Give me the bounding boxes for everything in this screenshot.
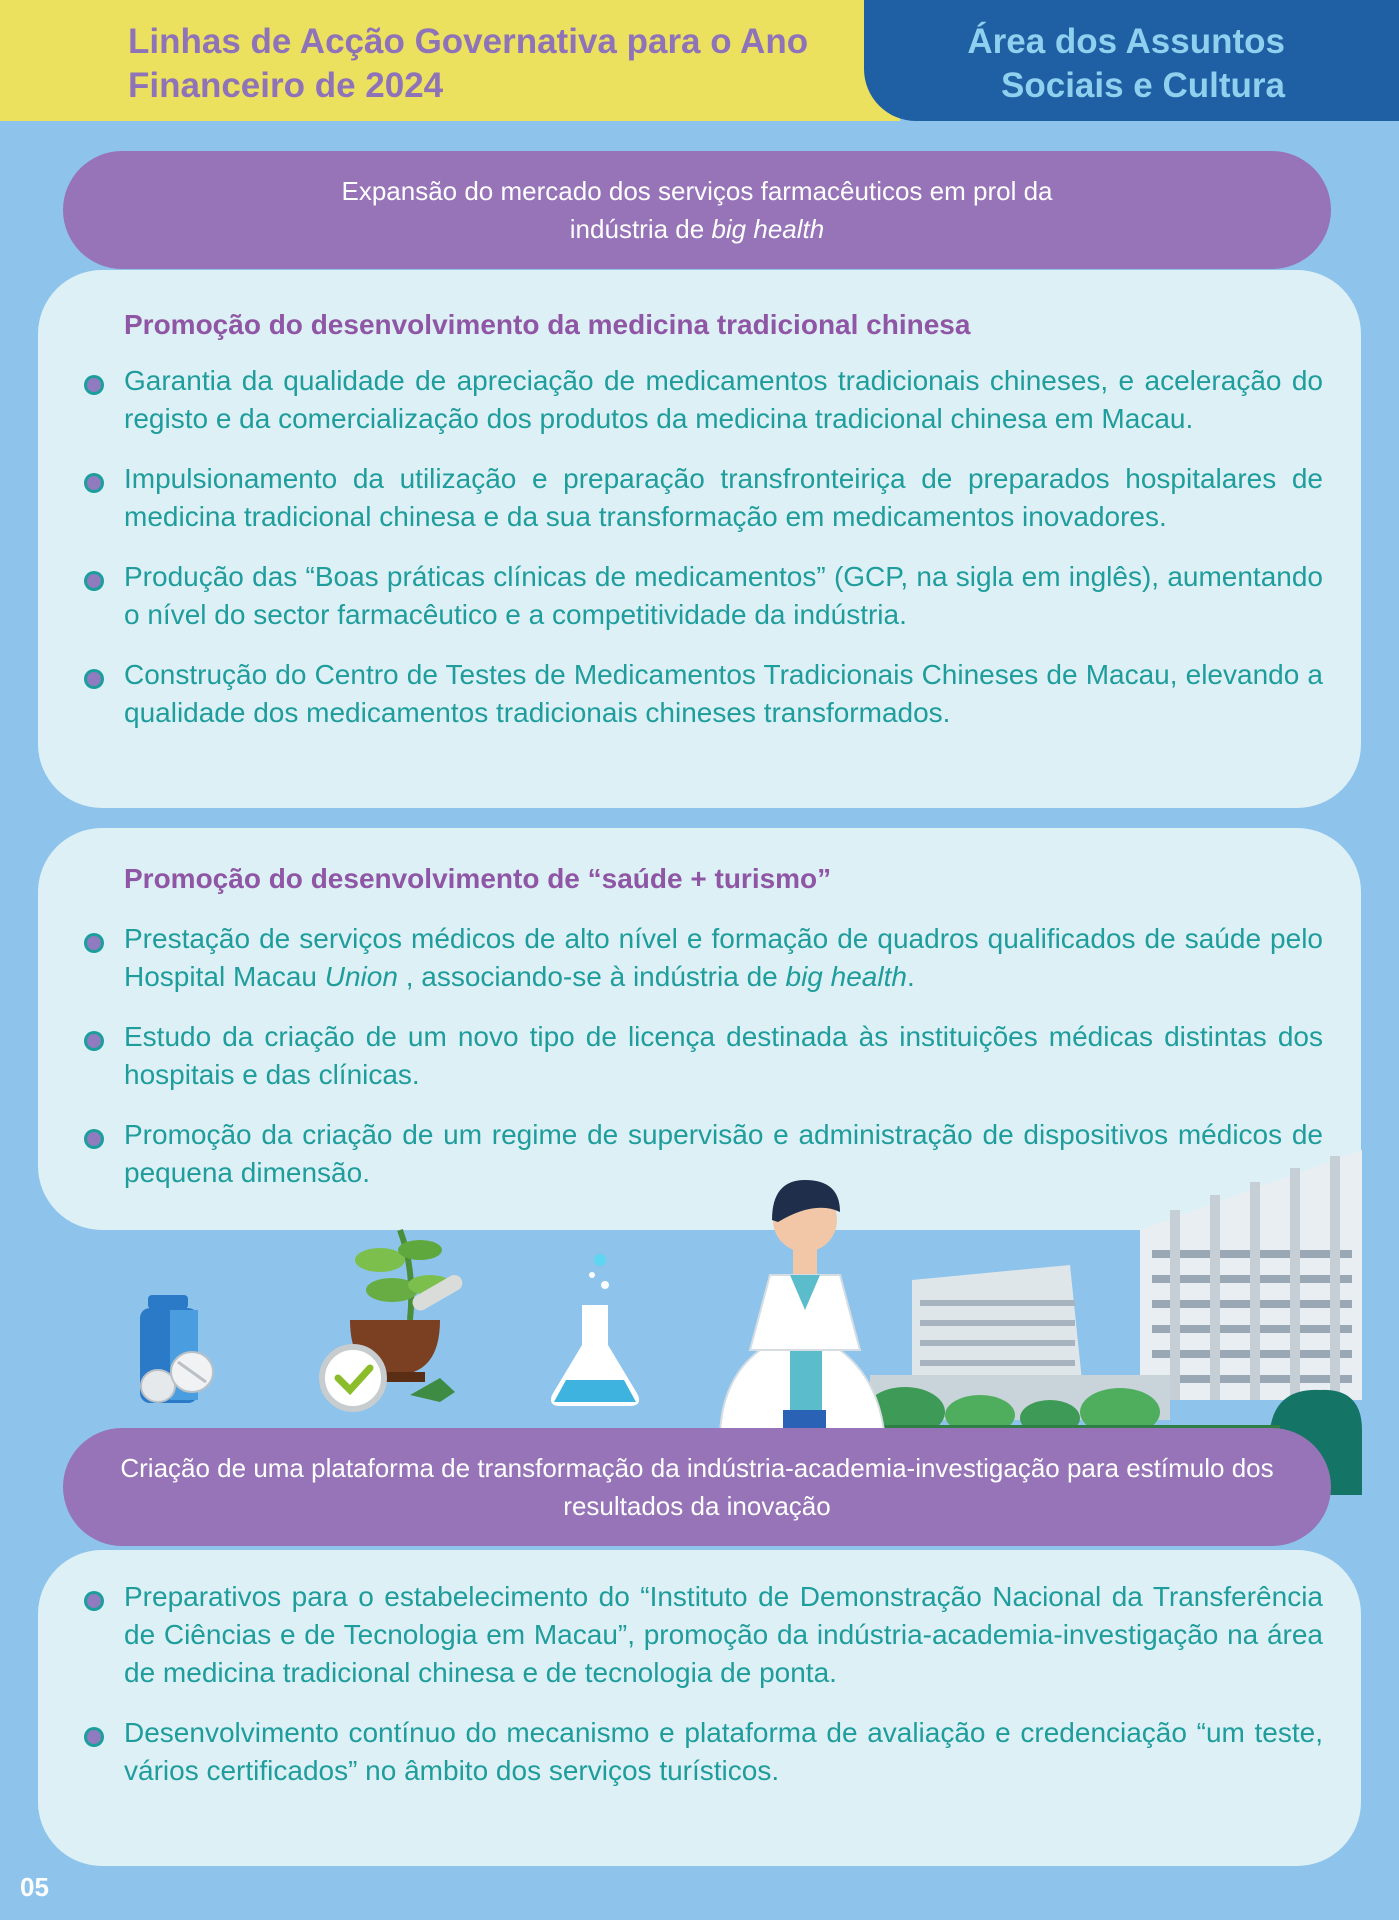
document-title: Linhas de Acção Governativa para o Ano Financeiro de 2024 [128,22,809,105]
list-item [124,558,1323,634]
area-title: Área dos Assuntos Sociais e Cultura [967,22,1285,105]
bullet-icon [84,571,104,591]
banner-pharmaceutical-market [63,151,1331,269]
text-run: Prestação de serviços médicos de alto nível e formação de quadros qualificados de saúde pelo Hospital Macau [124,923,1323,992]
card-innovation [38,1550,1361,1866]
list-item [124,920,1323,996]
header-area-bar [864,0,1399,121]
list-item-text [124,920,1323,996]
text-run-italic: big health [785,961,907,992]
list-item-text: Preparativos para o estabelecimento do “Instituto de Demonstração Nacional da Transferência de Ciências e de Tecnologia em Macau”, promoção da indústria-academia-investigação na área de medicina tradicional chinesa e de tecnologia de ponta. [124,1581,1323,1688]
bullet-icon [84,473,104,493]
banner-line-1: Expansão do mercado dos serviços farmacêuticos em prol da [341,176,1053,206]
list-item-text: Desenvolvimento contínuo do mecanismo e plataforma de avaliação e credenciação “um teste, vários certificados” no âmbito dos serviços turísticos. [124,1717,1323,1786]
banner-line-2 [63,210,1331,248]
pill-bottle-icon [140,1295,213,1403]
list-item [124,460,1323,536]
list-item [124,1018,1323,1094]
section-heading-chinese-medicine: Promoção do desenvolvimento da medicina tradicional chinesa [124,309,971,340]
list-item-text: Garantia da qualidade de apreciação de medicamentos tradicionais chineses, e aceleração do registo e da comercialização dos produtos da medicina tradicional chinesa em Macau. [124,365,1323,434]
section-heading-health-tourism: Promoção do desenvolvimento de “saúde + turismo” [124,863,832,894]
bullet-icon [84,1129,104,1149]
bullet-icon [84,1031,104,1051]
banner-innovation-platform [63,1428,1331,1546]
list-item-text: Construção do Centro de Testes de Medicamentos Tradicionais Chineses de Macau, elevando a qualidade dos medicamentos tradicionais chineses transformados. [124,659,1323,728]
herbal-mortar-icon [322,1230,465,1409]
list-item [124,1578,1323,1692]
hospital-building-icon [870,1150,1362,1420]
text-run: . [906,961,915,992]
bullet-icon [84,933,104,953]
card-chinese-medicine [38,270,1361,808]
list-item [124,656,1323,732]
bullet-icon [84,669,104,689]
bullet-icon [84,375,104,395]
bullet-icon [84,1591,104,1611]
doctor-icon [720,1180,885,1440]
flask-icon [551,1254,639,1406]
list-item-text: Estudo da criação de um novo tipo de licença destinada às instituições médicas distintas dos hospitais e das clínicas. [124,1021,1323,1090]
list-chinese-medicine [124,362,1323,754]
banner-line-2-italic: big health [711,214,825,244]
list-item-text: Promoção da criação de um regime de supervisão e administração de dispositivos médicos de pequena dimensão. [124,1119,1323,1188]
list-item-text: Impulsionamento da utilização e preparação transfronteiriça de preparados hospitalares de medicina tradicional chinesa e da sua transformação em medicamentos inovadores. [124,463,1323,532]
header-title-bar [0,0,900,121]
list-item-text: Produção das “Boas práticas clínicas de medicamentos” (GCP, na sigla em inglês), aumentando o nível do sector farmacêutico e a competitividade da indústria. [124,561,1323,630]
text-run-italic: Union [324,961,398,992]
list-innovation [124,1578,1323,1812]
list-item [124,362,1323,438]
list-item [124,1714,1323,1790]
banner-2-text: Criação de uma plataforma de transformação da indústria-academia-investigação para estímulo dos resultados da inovação [120,1453,1274,1521]
text-run: , associando-se à indústria de [397,961,786,992]
bullet-icon [84,1727,104,1747]
page-number: 05 [20,1872,49,1902]
banner-line-2-prefix: indústria de [569,214,712,244]
